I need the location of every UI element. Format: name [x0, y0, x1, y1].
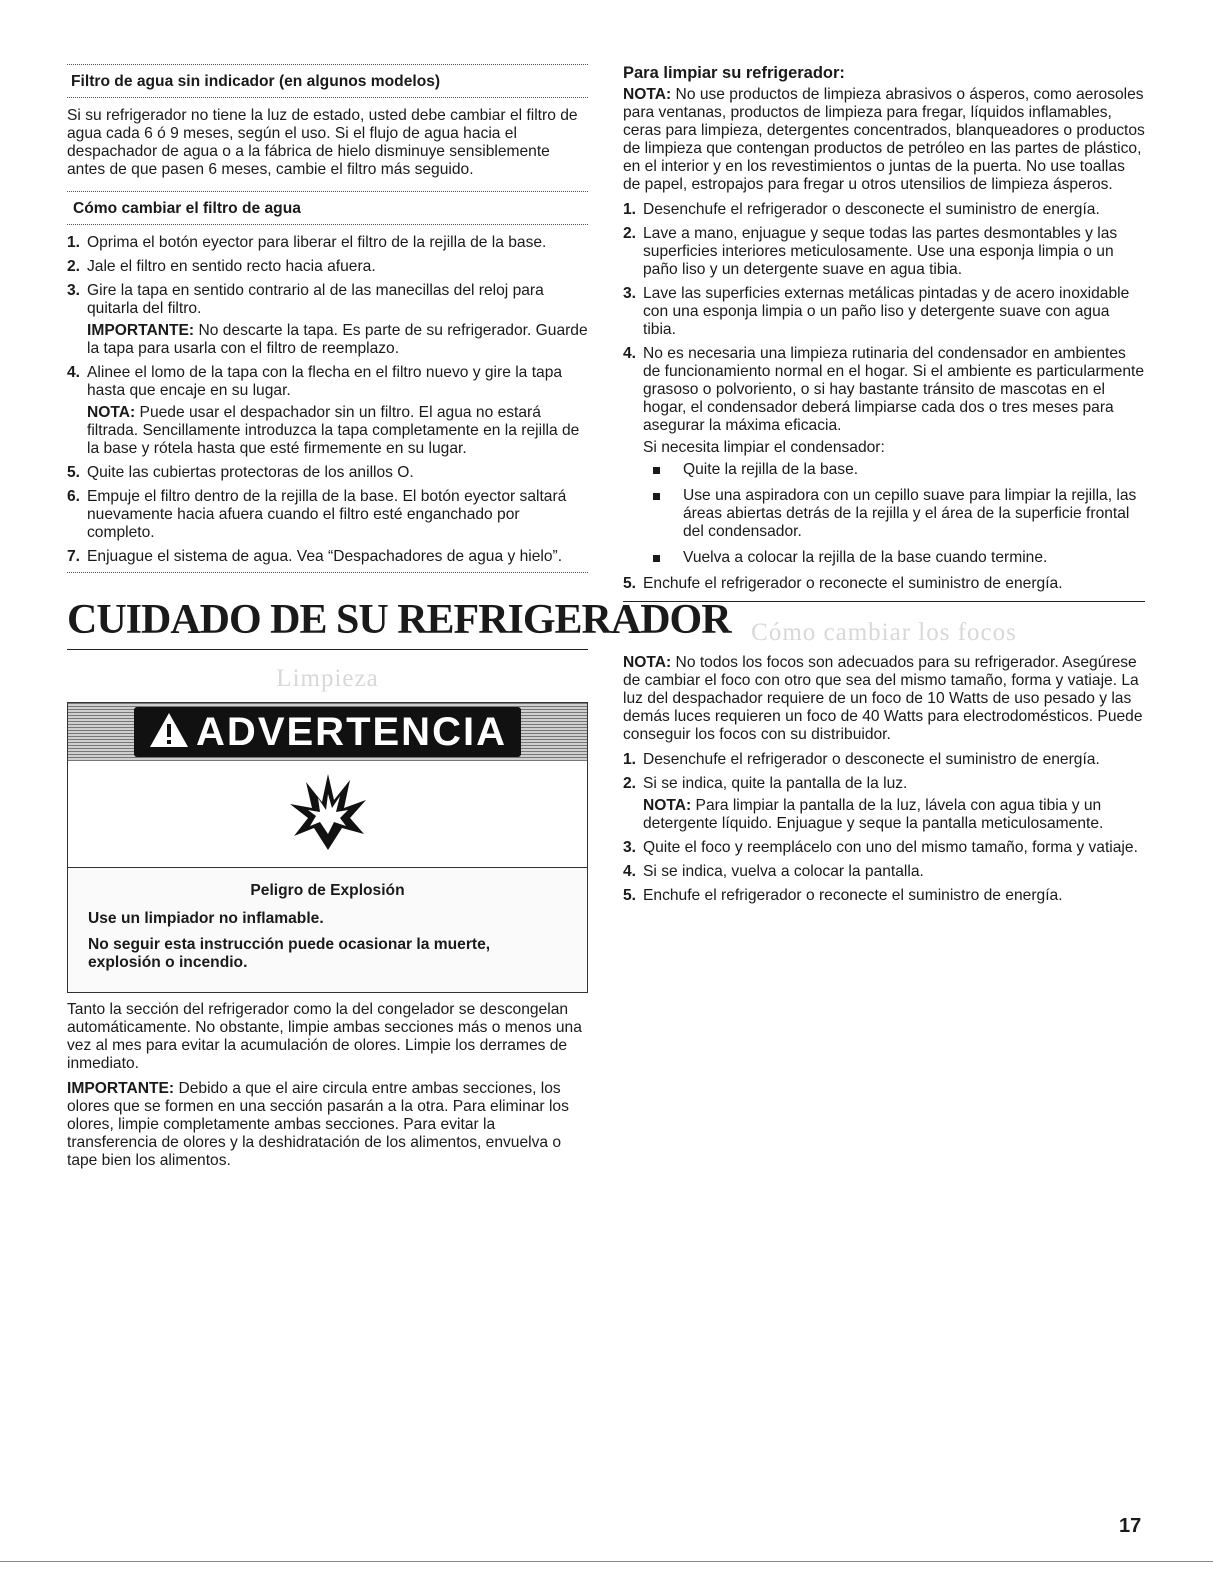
list-item: 1. Desenchufe el refrigerador o desconecte el suministro de energía.	[623, 751, 1100, 768]
cleaning-steps	[623, 201, 1145, 593]
list-item: 4. No es necesaria una limpieza rutinaria del condensador en ambientes de funcionamiento normal en el hogar. Si el ambiente es particularmente grasoso o polvoriento, o si hay bastante tránsito de mascotas en el hogar, el condensador deberá limpiarse cada dos o tres meses para asegurar la máxima eficacia. Si necesita limpiar el condensador: Quite la rejilla de la base. Use una aspiradora con un cepillo suave para limpiar la rejilla, las áreas abiertas detrás de la rejilla y el área de la superficie frontal del condensador. Vuelva a colocar la rejilla de la base cuando termine.	[623, 345, 1145, 566]
list-item: 1. Desenchufe el refrigerador o desconecte el suministro de energía.	[623, 201, 1100, 218]
change-filter-steps	[67, 234, 588, 566]
divider	[67, 97, 588, 98]
explosion-icon	[288, 770, 368, 859]
divider	[623, 601, 1145, 602]
cleaning-heading: Para limpiar su refrigerador:	[623, 64, 845, 82]
warning-label	[134, 707, 521, 757]
section-title-cleaning: Limpieza	[276, 665, 379, 692]
step-note: NOTA: Puede usar el despachador sin un filtro. El agua no estará filtrada. Sencillamente introduzca la tapa completamente en la rejilla de la base y rótela hasta que esté firmemente en su lugar.	[87, 404, 580, 457]
bullet-square-icon	[653, 555, 660, 562]
list-item: 5. Enchufe el refrigerador o reconecte el suministro de energía.	[623, 575, 1063, 592]
list-item: 6. Empuje el filtro dentro de la rejilla de la base. El botón eyector saltará nuevamente hacia afuera cuando el filtro esté enganchado por completo.	[67, 488, 567, 541]
cleaning-note: NOTA: No use productos de limpieza abrasivos o ásperos, como aerosoles para ventanas, productos de limpieza para fregar, líquidos inflamables, ceras para limpieza, detergentes concentrados, blanqueadores o productos de limpieza que contengan productos de petróleo en las partes de plástico, en el interior y en los revestimientos o juntas de la puerta. No use toallas de papel, estropajos para fregar u otros utensilios de limpieza ásperos.	[623, 86, 1145, 193]
warning-banner	[68, 703, 587, 761]
divider	[67, 224, 588, 225]
change-filter-heading: Cómo cambiar el filtro de agua	[73, 200, 301, 217]
list-item: 2. Si se indica, quite la pantalla de la luz. NOTA: Para limpiar la pantalla de la luz, lávela con agua tibia y un detergente líquido. Enjuague y seque la pantalla meticulosamente.	[623, 775, 1145, 833]
list-item: 3. Lave las superficies externas metálicas pintadas y de acero inoxidable con una esponja limpia o un paño liso y detergente suave con agua tibia.	[623, 285, 1130, 338]
step-extra: Si necesita limpiar el condensador:	[643, 439, 885, 456]
defrost-paragraph: Tanto la sección del refrigerador como la del congelador se descongelan automáticamente. No obstante, limpie ambas secciones más o menos una vez al mes para evitar la acumulación de olores. Limpie los derrames de inmediato.	[67, 1001, 582, 1072]
warning-word: ADVERTENCIA	[196, 710, 507, 754]
important-paragraph: IMPORTANTE: Debido a que el aire circula entre ambas secciones, los olores que se formen en una sección pasarán a la otra. Para eliminar los olores, limpie completamente ambas secciones. Para evitar la transferencia de olores y la deshidratación de los alimentos, envuelva o tape bien los alimentos.	[67, 1080, 569, 1169]
step-note: NOTA: Para limpiar la pantalla de la luz, lávela con agua tibia y un detergente líquido. Enjuague y seque la pantalla meticulosamente.	[643, 797, 1104, 832]
warning-line-2: No seguir esta instrucción puede ocasionar la muerte, explosión o incendio.	[88, 936, 491, 971]
filter-no-indicator-heading: Filtro de agua sin indicador (en algunos modelos)	[71, 73, 441, 90]
list-item: 2. Lave a mano, enjuague y seque todas las partes desmontables y las superficies interiores meticulosamente. Use una esponja limpia o un paño liso y un detergente suave en agua tibia.	[623, 225, 1118, 278]
left-column	[67, 64, 731, 1177]
divider	[0, 1561, 1213, 1562]
list-item: 4. Alinee el lomo de la tapa con la flecha en el filtro nuevo y gire la tapa hasta que encaje en su lugar. NOTA: Puede usar el despachador sin un filtro. El agua no estará filtrada. Sencillamente introduzca la tapa completamente en la rejilla de la base y rótela hasta que esté firmemente en su lugar.	[67, 364, 588, 458]
divider	[67, 572, 588, 573]
right-column	[623, 64, 1145, 911]
list-item: 1. Oprima el botón eyector para liberar el filtro de la rejilla de la base.	[67, 234, 547, 251]
bulbs-steps	[623, 751, 1145, 905]
list-item: 3. Gire la tapa en sentido contrario al de las manecillas del reloj para quitarla del filtro. IMPORTANTE: No descarte la tapa. Es parte de su refrigerador. Guarde la tapa para usarla con el filtro de reemplazo.	[67, 282, 588, 357]
bullet-square-icon	[653, 467, 660, 474]
warning-triangle-icon	[148, 711, 190, 754]
list-item: 7. Enjuague el sistema de agua. Vea “Despachadores de agua y hielo”.	[67, 548, 563, 565]
list-item: 3. Quite el foco y reemplácelo con uno del mismo tamaño, forma y vatiaje.	[623, 839, 1138, 856]
filter-no-indicator-body: Si su refrigerador no tiene la luz de estado, usted debe cambiar el filtro de agua cada 6 ó 9 meses, según el uso. Si el flujo de agua hacia el despachador de agua o a la fábrica de hielo disminuye sensiblemente antes de que pasen 6 meses, cambie el filtro más seguido.	[67, 107, 578, 178]
warning-box	[67, 702, 588, 993]
list-item: 5. Quite las cubiertas protectoras de los anillos O.	[67, 464, 414, 481]
list-item: 4. Si se indica, vuelva a colocar la pantalla.	[623, 863, 924, 880]
bullet-square-icon	[653, 493, 660, 500]
list-item: 2. Jale el filtro en sentido recto hacia afuera.	[67, 258, 376, 275]
list-item: 5. Enchufe el refrigerador o reconecte el suministro de energía.	[623, 887, 1063, 904]
bulbs-note: NOTA: No todos los focos son adecuados para su refrigerador. Asegúrese de cambiar el foco con otro que sea del mismo tamaño, forma y vatiaje. La luz del despachador requiere de un foco de 10 Watts de uso pesado y las demás luces requieren un foco de 40 Watts para electrodomésticos. Puede conseguir los focos con su distribuidor.	[623, 654, 1143, 743]
list-item: Quite la rejilla de la base.	[643, 461, 1145, 479]
step-note: IMPORTANTE: No descarte la tapa. Es parte de su refrigerador. Guarde la tapa para usarla con el filtro de reemplazo.	[87, 322, 588, 357]
page-title: CUIDADO DE SU REFRIGERADOR	[67, 597, 588, 650]
warning-hazard: Peligro de Explosión	[250, 882, 405, 899]
list-item: Vuelva a colocar la rejilla de la base cuando termine.	[643, 549, 1145, 567]
list-item: Use una aspiradora con un cepillo suave para limpiar la rejilla, las áreas abiertas detrás de la rejilla y el área de la superficie frontal del condensador.	[643, 487, 1145, 541]
warning-line-1: Use un limpiador no inflamable.	[88, 910, 324, 927]
condenser-bullets	[643, 461, 1145, 567]
section-title-bulbs: Cómo cambiar los focos	[751, 619, 1017, 646]
page-number: 17	[1119, 1515, 1142, 1537]
